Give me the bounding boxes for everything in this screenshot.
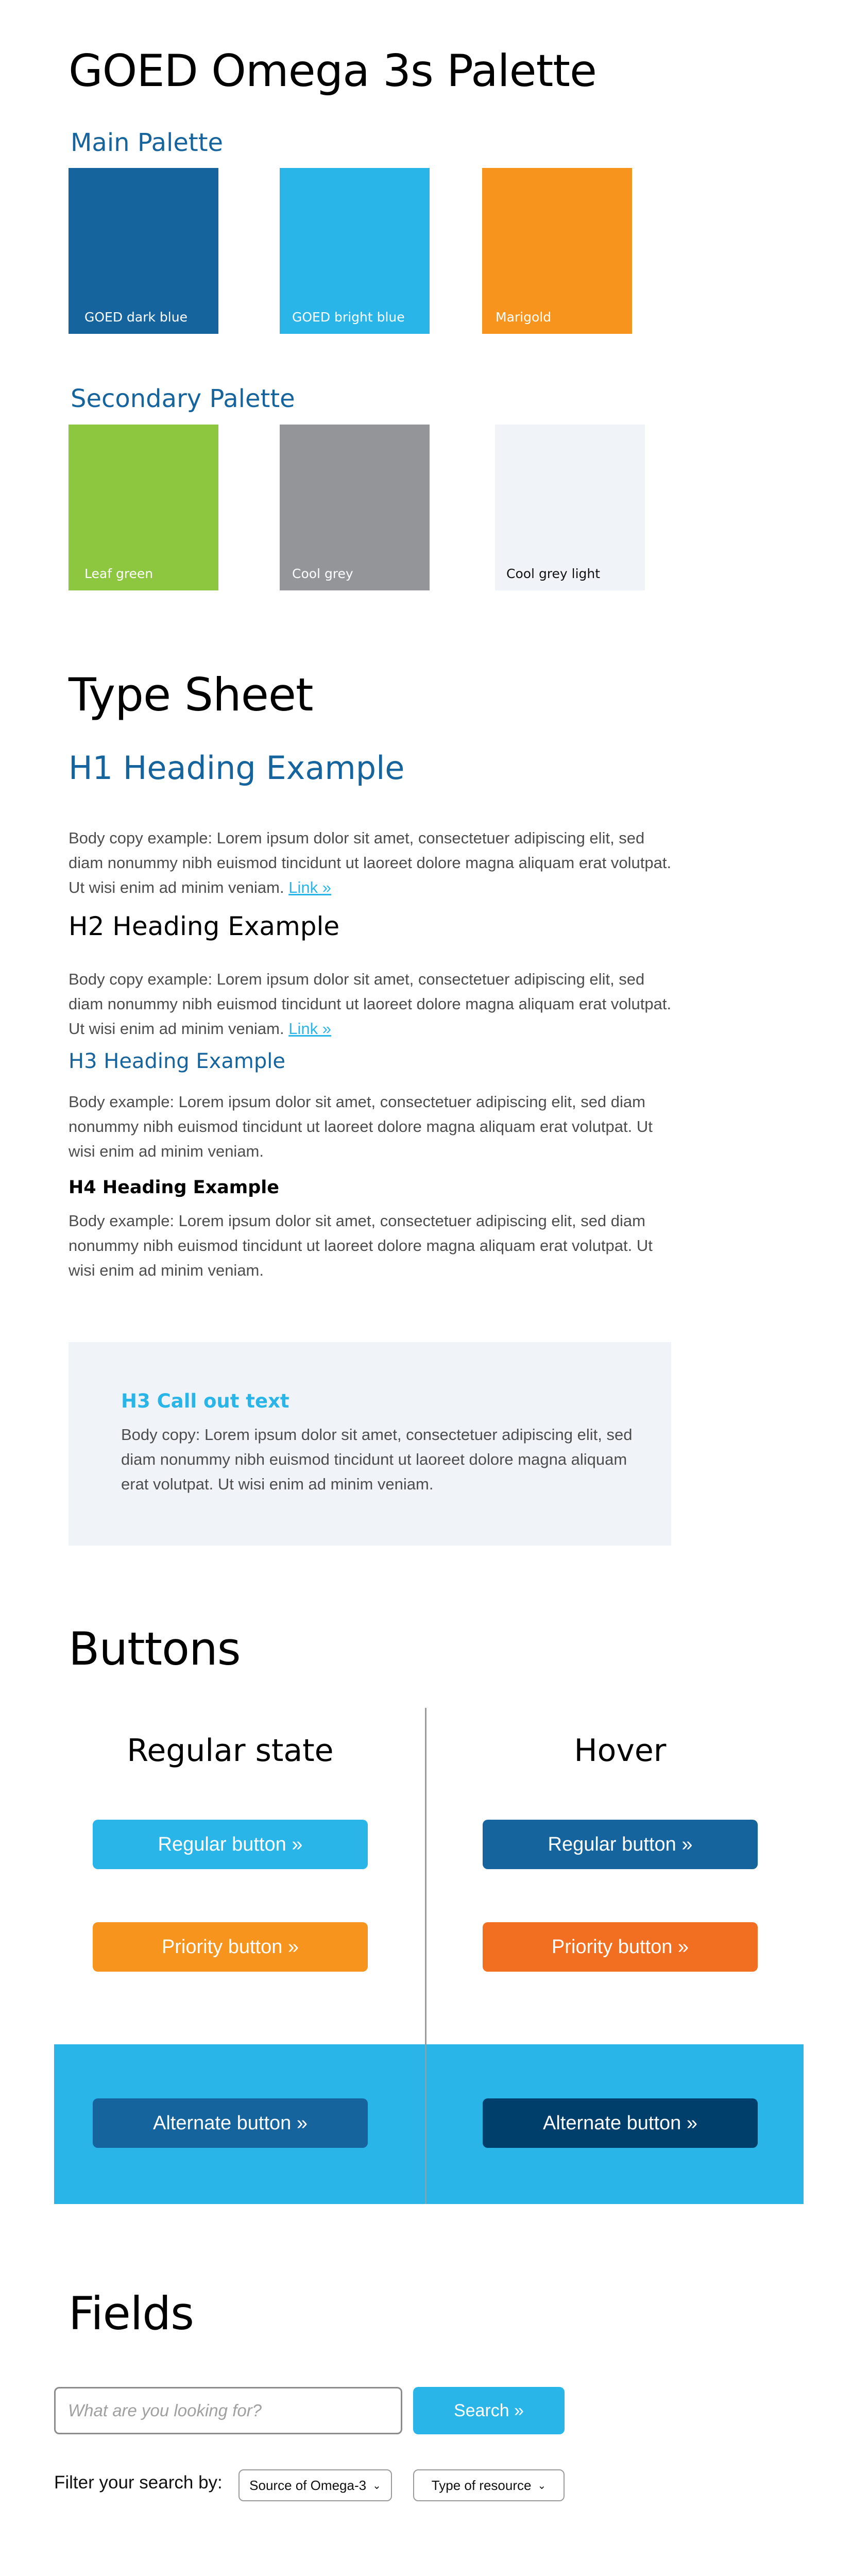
swatch-leaf-green [69, 425, 218, 590]
page-title: GOED Omega 3s Palette [69, 45, 596, 97]
filter-label: Filter your search by: [54, 2472, 223, 2493]
hover-heading: Hover [574, 1733, 667, 1769]
callout-body: Body copy: Lorem ipsum dolor sit amet, consectetuer adipiscing elit, sed diam nonummy nibh euismod tincidunt ut laoreet dolore magna aliquam erat volutpat. Ut wisi enim ad minim veniam. [121, 1426, 633, 1493]
h1-body-copy [69, 826, 681, 900]
type-sheet-heading: Type Sheet [69, 668, 313, 721]
source-of-omega3-select-value: Source of Omega-3 [249, 2477, 367, 2493]
fields-heading: Fields [69, 2287, 194, 2340]
h2-body-copy [69, 967, 681, 1041]
swatch-label: Cool grey [292, 566, 353, 581]
h3-heading-example: H3 Heading Example [69, 1049, 285, 1073]
search-input[interactable] [54, 2387, 402, 2434]
priority-button-hover[interactable]: Priority button » [483, 1922, 758, 1972]
h4-body-copy: Body example: Lorem ipsum dolor sit amet, consectetuer adipiscing elit, sed diam nonummy nibh euismod tincidunt ut laoreet dolore magna aliquam erat volutpat. Ut wisi enim ad minim veniam. [69, 1212, 653, 1279]
swatch-cool-grey-light [495, 425, 645, 590]
h3-body-copy: Body example: Lorem ipsum dolor sit amet, consectetuer adipiscing elit, sed diam nonummy nibh euismod tincidunt ut laoreet dolore magna aliquam erat volutpat. Ut wisi enim ad minim veniam. [69, 1093, 653, 1160]
h2-heading-example: H2 Heading Example [69, 911, 340, 941]
callout-title: H3 Call out text [121, 1390, 289, 1412]
priority-button[interactable]: Priority button » [93, 1922, 368, 1972]
secondary-palette-heading: Secondary Palette [71, 384, 295, 413]
swatch-label: Leaf green [84, 566, 153, 581]
main-palette-heading: Main Palette [71, 128, 224, 157]
h1-body-text: Body copy example: Lorem ipsum dolor sit amet, consectetuer adipiscing elit, sed diam nonummy nibh euismod tincidunt ut laoreet dolore magna aliquam erat volutpat. Ut wisi enim ad minim veniam. [69, 829, 672, 896]
swatch-goed-bright-blue [280, 168, 430, 334]
source-of-omega3-select[interactable] [238, 2469, 392, 2501]
callout-box [69, 1342, 671, 1546]
regular-state-heading: Regular state [127, 1733, 334, 1769]
swatch-label: GOED bright blue [292, 310, 405, 325]
regular-button[interactable]: Regular button » [93, 1820, 368, 1869]
swatch-label: Marigold [496, 310, 552, 325]
swatch-goed-dark-blue [69, 168, 218, 334]
buttons-heading: Buttons [69, 1622, 241, 1675]
h2-body-link[interactable]: Link » [288, 1020, 331, 1038]
swatch-label: GOED dark blue [84, 310, 187, 325]
chevron-down-icon: ⌄ [537, 2480, 547, 2492]
h1-heading-example: H1 Heading Example [69, 749, 405, 787]
chevron-down-icon: ⌄ [372, 2480, 381, 2492]
regular-button-hover[interactable]: Regular button » [483, 1820, 758, 1869]
swatch-cool-grey [280, 425, 430, 590]
alternate-button-hover[interactable]: Alternate button » [483, 2098, 758, 2148]
h2-body-text: Body copy example: Lorem ipsum dolor sit amet, consectetuer adipiscing elit, sed diam nonummy nibh euismod tincidunt ut laoreet dolore magna aliquam erat volutpat. Ut wisi enim ad minim veniam. [69, 970, 672, 1038]
h4-heading-example: H4 Heading Example [69, 1177, 280, 1198]
swatch-label: Cool grey light [506, 566, 601, 581]
type-of-resource-select[interactable] [413, 2469, 565, 2501]
swatch-marigold [482, 168, 632, 334]
state-divider [425, 1708, 426, 2204]
alternate-button[interactable]: Alternate button » [93, 2098, 368, 2148]
type-of-resource-select-value: Type of resource [431, 2477, 532, 2493]
h1-body-link[interactable]: Link » [288, 878, 331, 896]
search-button[interactable]: Search » [413, 2387, 565, 2434]
